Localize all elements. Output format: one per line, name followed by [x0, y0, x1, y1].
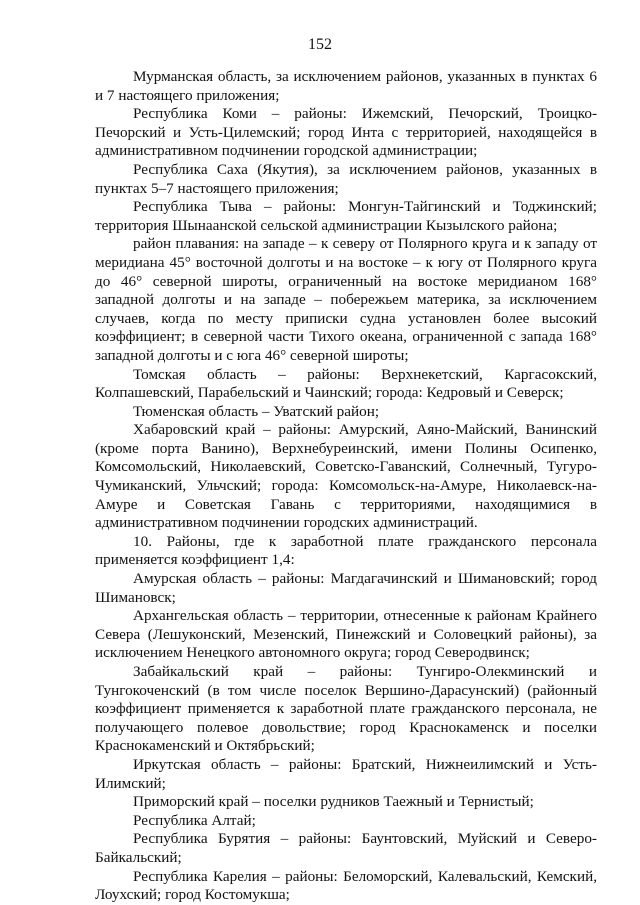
paragraph-buryatia: Республика Бурятия – районы: Баунтовский, Муйский и Северо-Байкальский; — [95, 830, 597, 866]
paragraph-sakha: Республика Саха (Якутия), за исключением районов, указанных в пунктах 5–7 настоящего приложения; — [95, 160, 597, 197]
page-number: 152 — [308, 36, 332, 53]
paragraph-section-10: 10. Районы, где к заработной плате гражданского персонала применяется коэффициент 1,4: — [95, 532, 597, 569]
paragraph-karelia: Республика Карелия – районы: Беломорский, Калевальский, Кемский, Лоухский; город Костомукша; — [95, 867, 597, 904]
paragraph-khabarovsk: Хабаровский край – районы: Амурский, Аяно-Майский, Ванинский (кроме порта Ванино), Верхнебуреинский, имени Полины Осипенко, Комсомольский, Николаевский, Советско-Гаванский, Солнечный, Тугуро-Чумиканский, Ульчский; города: Комсомольск-на-Амуре, Николаевск-на-Амуре и Советская Гавань с территориями, находящимися в административном подчинении городских администраций. — [95, 421, 597, 532]
paragraph-zabaikalsky: Забайкальский край – районы: Тунгиро-Олекминский и Тунгокоченский (в том числе поселок Вершино-Дарасунский) (районный коэффициент применяется к заработной плате гражданского персонала, не получающего полевое довольствие; город Краснокаменск и поселки Краснокаменский и Октябрьский; — [95, 663, 597, 755]
paragraph-tyumen: Тюменская область – Уватский район; — [133, 402, 380, 420]
paragraph-tomsk: Томская область – районы: Верхнекетский, Каргасокский, Колпашевский, Парабельский и Чаинский; города: Кедровый и Северск; — [95, 365, 597, 402]
paragraph-murmansk: Мурманская область, за исключением районов, указанных в пунктах 6 и 7 настоящего приложения; — [95, 68, 597, 104]
document-body — [95, 68, 597, 905]
paragraph-navigation-area: район плавания: на западе – к северу от Полярного круга и к западу от меридиана 45° восточной долготы и на востоке – к югу от Полярного круга до 46° северной широты, ограниченный на востоке меридианом 168° западной долготы и на западе – побережьем материка, за исключением случаев, когда по месту приписки судна установлен более высокий коэффициент; в северной части Тихого океана, ограниченной с запада 168° западной долготы и с юга 46° северной широты; — [95, 235, 597, 364]
paragraph-tyva: Республика Тыва – районы: Монгун-Тайгинский и Тоджинский; территория Шынаанской сельской администрации Кызылского района; — [95, 198, 597, 234]
paragraph-primorsky: Приморский край – поселки рудников Таежный и Тернистый; — [133, 793, 534, 811]
paragraph-komi: Республика Коми – районы: Ижемский, Печорский, Троицко-Печорский и Усть-Цилемский; город Инта с территорией, находящейся в административном подчинении городской администрации; — [95, 105, 597, 160]
paragraph-altai: Республика Алтай; — [133, 811, 256, 829]
paragraph-amur: Амурская область – районы: Магдагачинский и Шимановский; город Шимановск; — [95, 570, 597, 606]
paragraph-arkhangelsk: Архангельская область – территории, отнесенные к районам Крайнего Севера (Лешуконский, Мезенский, Пинежский и Соловецкий районы), за исключением Ненецкого автономного округа; город Северодвинск; — [95, 607, 597, 662]
paragraph-irkutsk: Иркутская область – районы: Братский, Нижнеилимский и Усть-Илимский; — [95, 755, 597, 792]
